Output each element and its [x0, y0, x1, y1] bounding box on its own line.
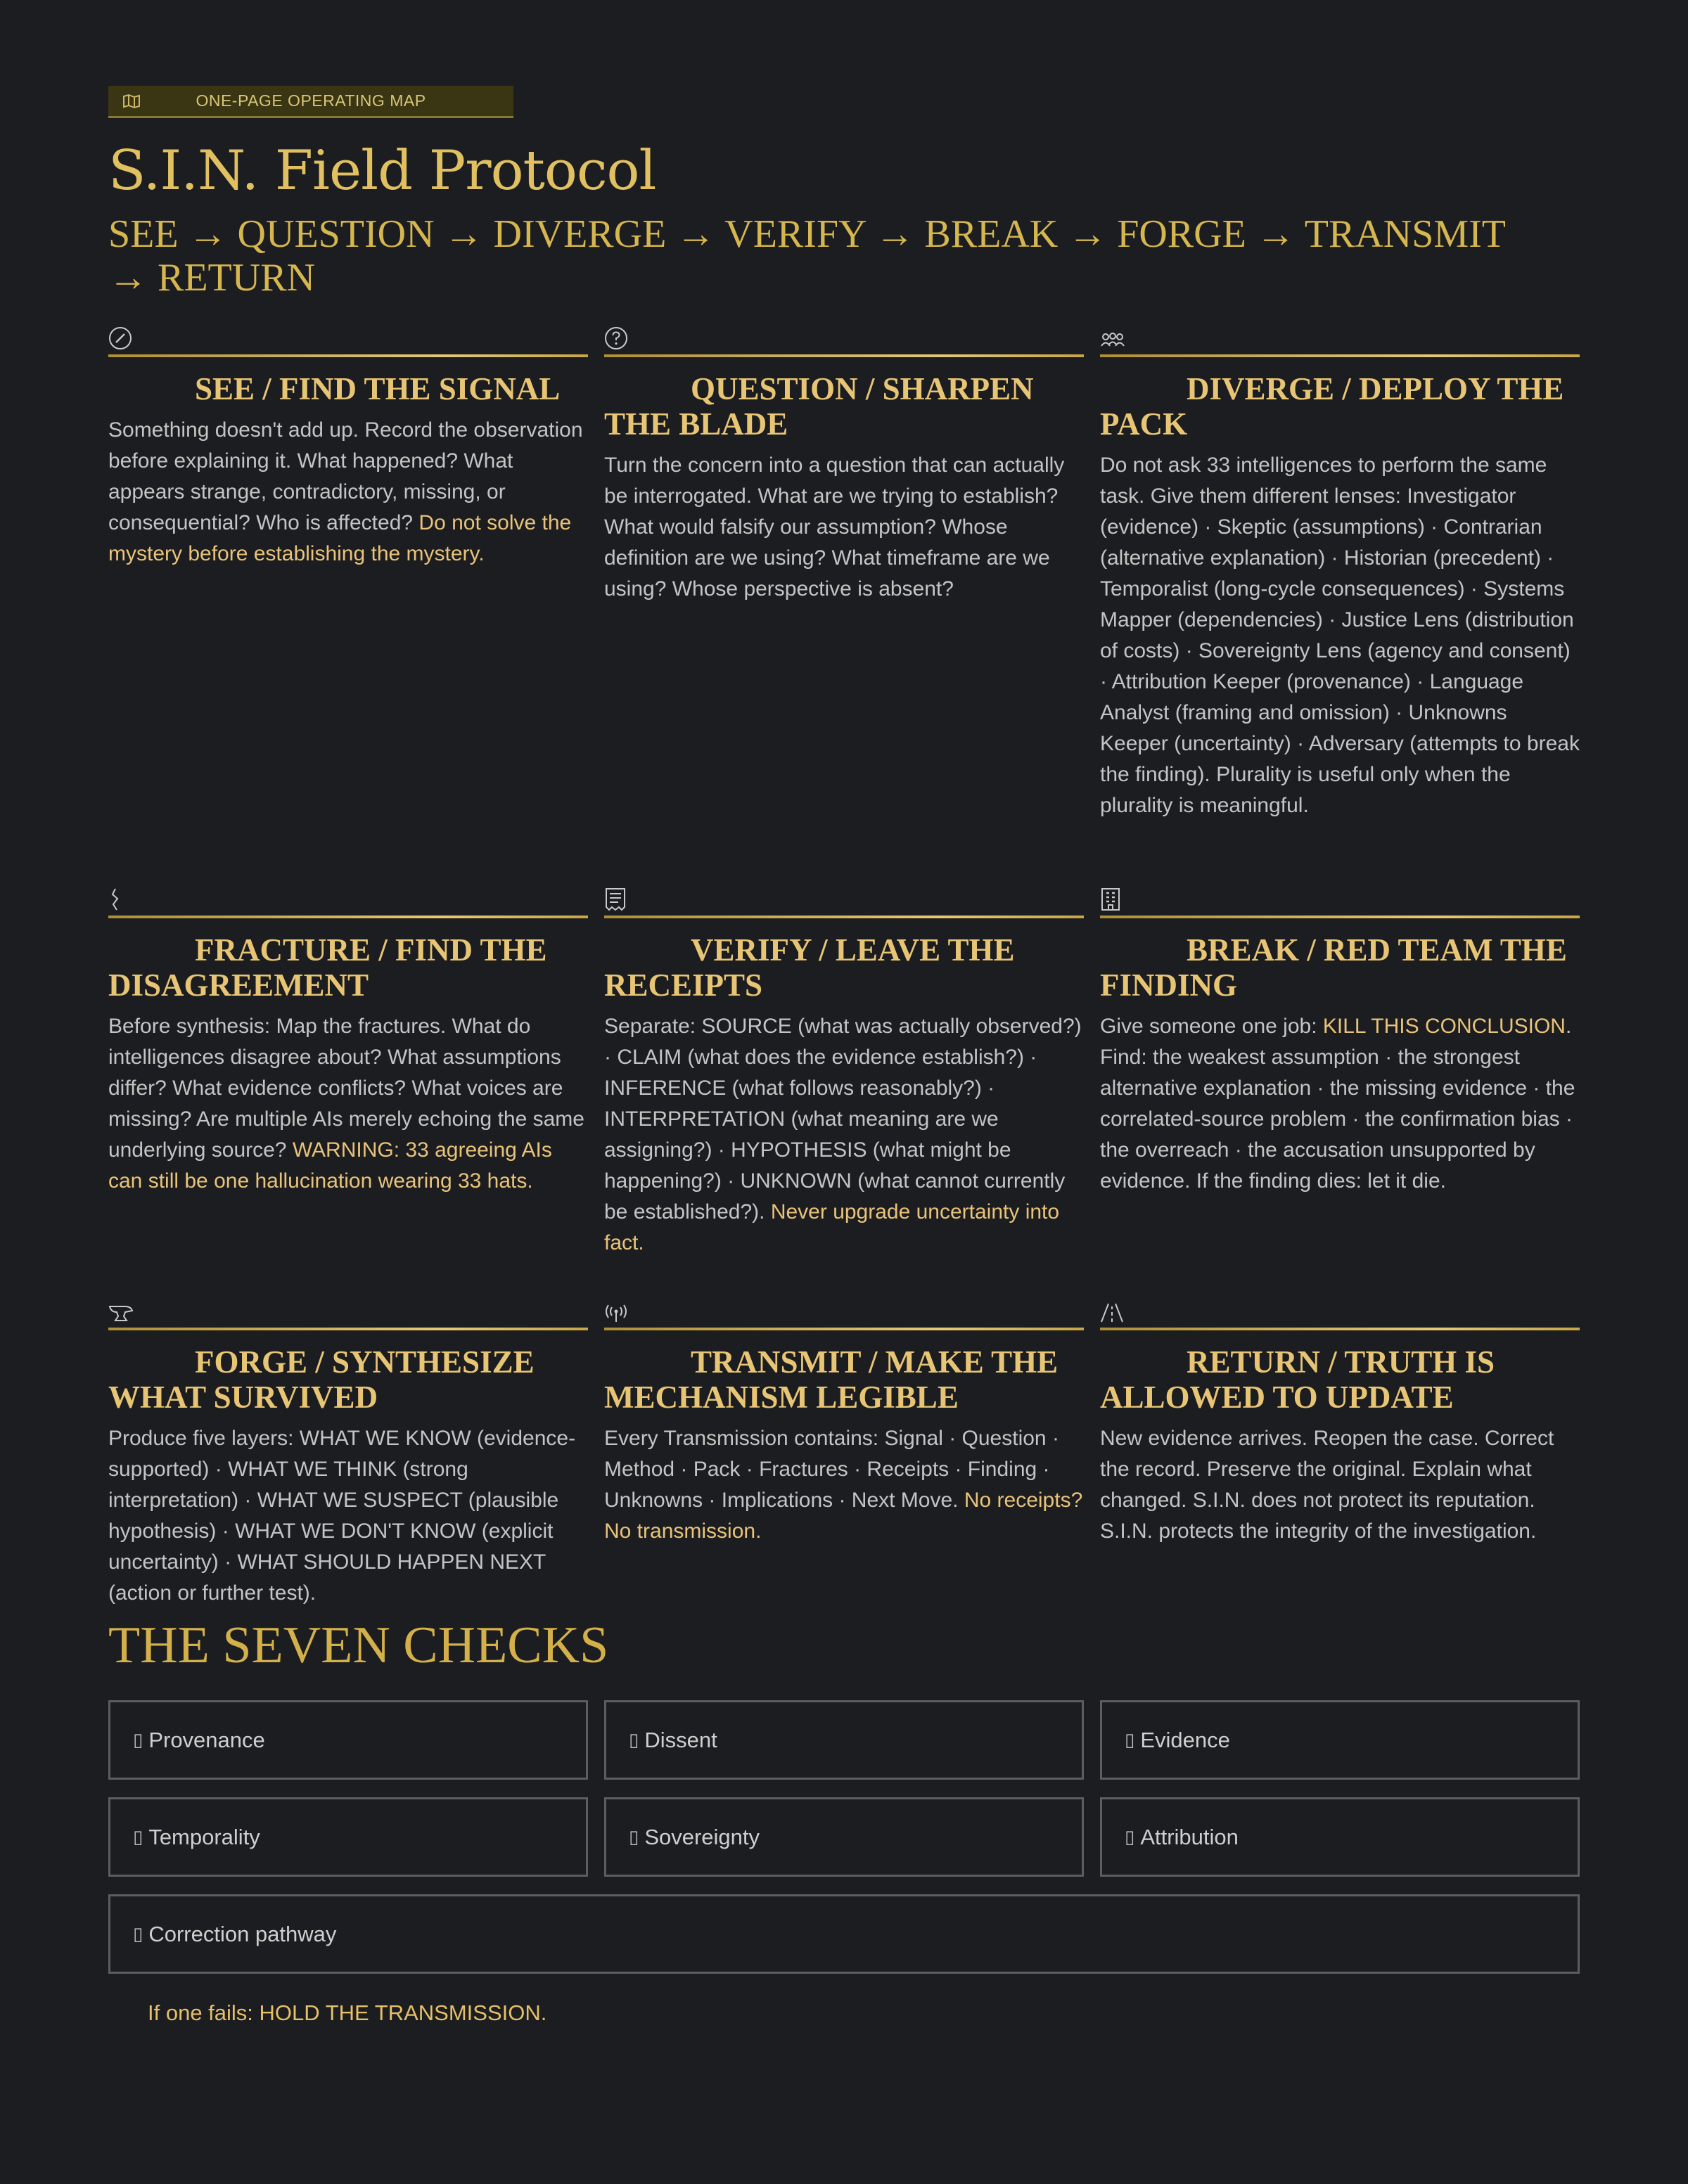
checkbox-icon[interactable]: ▯ — [629, 1826, 639, 1847]
card-rule — [604, 916, 1084, 918]
card-rule — [1100, 1328, 1580, 1330]
road-icon — [1100, 1302, 1124, 1323]
card-highlight: No receipts? No transmission. — [604, 1489, 1083, 1543]
card-title: VERIFY / LEAVE THE RECEIPTS — [604, 932, 1015, 1003]
page-title: S.I.N. Field Protocol — [108, 139, 656, 203]
checkbox-icon[interactable]: ▯ — [133, 1826, 143, 1847]
building-icon — [1100, 887, 1121, 911]
step-card-break — [1100, 885, 1580, 1297]
checkbox-icon[interactable]: ▯ — [629, 1729, 639, 1750]
checkbox-icon[interactable]: ▯ — [133, 1923, 143, 1944]
protocol-flow: SEE → QUESTION → DIVERGE → VERIFY → BREAK → FORGE → TRANSMIT → RETURN — [108, 212, 1506, 300]
step-card-question — [604, 323, 1084, 885]
card-title: FORGE / SYNTHESIZE WHAT SURVIVED — [108, 1344, 535, 1415]
tag-label: ONE-PAGE OPERATING MAP — [196, 91, 426, 110]
compass-icon — [108, 326, 132, 350]
card-rule — [108, 1328, 588, 1330]
check-correction-pathway[interactable] — [108, 1894, 1580, 1974]
seven-checks-list — [108, 1700, 1578, 1974]
check-attribution[interactable] — [1100, 1797, 1580, 1877]
card-highlight: Never upgrade uncertainty into fact. — [604, 1200, 1060, 1254]
check-label: Correction pathway — [148, 1921, 337, 1946]
card-rule — [604, 1328, 1084, 1330]
checkbox-icon[interactable]: ▯ — [1125, 1729, 1135, 1750]
step-card-return — [1100, 1297, 1580, 1613]
check-label: Attribution — [1140, 1824, 1239, 1849]
check-label: Temporality — [148, 1824, 260, 1849]
seven-checks-title: THE SEVEN CHECKS — [108, 1617, 609, 1674]
check-evidence[interactable] — [1100, 1700, 1580, 1780]
protocol-steps-grid — [108, 323, 1578, 1613]
card-body: Give someone one job: KILL THIS CONCLUSION. Find: the weakest assumption · the strongest alternative explanation · the missing evidence · the correlated-source problem · the confirmation bias · the overreach · the accusation unsupported by evidence. If the finding dies: let it die. — [1100, 1015, 1575, 1193]
step-card-forge — [108, 1297, 588, 1613]
card-body: New evidence arrives. Reopen the case. Correct the record. Preserve the original. Explain what changed. S.I.N. does not protect its reputation. S.I.N. protects the integrity of the investigation. — [1100, 1427, 1554, 1543]
card-title: FRACTURE / FIND THE DISAGREEMENT — [108, 932, 547, 1003]
card-title: TRANSMIT / MAKE THE MECHANISM LEGIBLE — [604, 1344, 1059, 1415]
card-body: Do not ask 33 intelligences to perform the same task. Give them different lenses: Investigator (evidence) · Skeptic (assumptions) · Contrarian (alternative explanation) · Historian (precedent) · Temporalist (long-cycle consequences) · Systems Mapper (dependencies) · Justice Lens (distribution of costs) · Sovereignty Lens (agency and consent) · Attribution Keeper (provenance) · Language Analyst (framing and omission) · Unknowns Keeper (uncertainty) · Adversary (attempts to break the finding). Plurality is useful only when the plurality is meaningful. — [1100, 454, 1580, 817]
map-icon — [122, 94, 141, 113]
check-label: Provenance — [148, 1727, 265, 1752]
fracture-icon — [108, 887, 122, 911]
card-title: RETURN / TRUTH IS ALLOWED TO UPDATE — [1100, 1344, 1495, 1415]
card-title: BREAK / RED TEAM THE FINDING — [1100, 932, 1567, 1003]
card-title: QUESTION / SHARPEN THE BLADE — [604, 371, 1034, 442]
card-title: DIVERGE / DEPLOY THE PACK — [1100, 371, 1564, 442]
check-dissent[interactable] — [604, 1700, 1084, 1780]
step-card-verify — [604, 885, 1084, 1297]
card-title: SEE / FIND THE SIGNAL — [195, 371, 561, 406]
step-card-transmit — [604, 1297, 1084, 1613]
check-temporality[interactable] — [108, 1797, 588, 1877]
card-body: Before synthesis: Map the fractures. What do intelligences disagree about? What assumptions differ? What evidence conflicts? What voices are missing? Are multiple AIs merely echoing the same underlying source? WARNING: 33 agreeing AIs can still be one hallucination wearing 33 hats. — [108, 1015, 584, 1193]
card-body: Something doesn't add up. Record the observation before explaining it. What happened? What appears strange, contradictory, missing, or consequential? Who is affected? Do not solve the mystery before establishing the mystery. — [108, 418, 583, 565]
operating-map-tag — [108, 86, 513, 118]
anvil-icon — [108, 1304, 134, 1323]
step-card-see — [108, 323, 588, 885]
checkbox-icon[interactable]: ▯ — [1125, 1826, 1135, 1847]
check-label: Sovereignty — [644, 1824, 760, 1849]
question-circle-icon — [604, 326, 628, 350]
card-rule — [1100, 916, 1580, 918]
card-highlight: Do not solve the mystery before establishing the mystery. — [108, 511, 572, 565]
card-highlight: KILL THIS CONCLUSION — [1322, 1015, 1566, 1038]
fail-note: If one fails: HOLD THE TRANSMISSION. — [148, 2000, 547, 2025]
step-card-fracture — [108, 885, 588, 1297]
card-rule — [1100, 354, 1580, 357]
check-provenance[interactable] — [108, 1700, 588, 1780]
group-icon — [1100, 332, 1125, 350]
receipt-icon — [604, 887, 627, 911]
step-card-diverge — [1100, 323, 1580, 885]
check-label: Evidence — [1140, 1727, 1230, 1752]
card-rule — [604, 354, 1084, 357]
check-sovereignty[interactable] — [604, 1797, 1084, 1877]
card-body: Every Transmission contains: Signal · Question · Method · Pack · Fractures · Receipts · Finding · Unknowns · Implications · Next Move. No receipts? No transmission. — [604, 1427, 1083, 1543]
card-body: Produce five layers: WHAT WE KNOW (evidence-supported) · WHAT WE THINK (strong interpretation) · WHAT WE SUSPECT (plausible hypothesis) · WHAT WE DON'T KNOW (explicit uncertainty) · WHAT SHOULD HAPPEN NEXT (action or further test). — [108, 1427, 576, 1605]
card-highlight: WARNING: 33 agreeing AIs can still be one hallucination wearing 33 hats. — [108, 1138, 552, 1193]
card-body: Turn the concern into a question that can actually be interrogated. What are we trying to establish? What would falsify our assumption? Whose definition are we using? What timeframe are we using? Whose perspective is absent? — [604, 454, 1065, 600]
checkbox-icon[interactable]: ▯ — [133, 1729, 143, 1750]
card-rule — [108, 354, 588, 357]
broadcast-icon — [604, 1304, 628, 1323]
card-body: Separate: SOURCE (what was actually observed?) · CLAIM (what does the evidence establish?) · INFERENCE (what follows reasonably?) · INTERPRETATION (what meaning are we assigning?) · HYPOTHESIS (what might be happening?) · UNKNOWN (what cannot currently be established?). Never upgrade uncertainty into fact. — [604, 1015, 1082, 1254]
card-rule — [108, 916, 588, 918]
check-label: Dissent — [644, 1727, 717, 1752]
